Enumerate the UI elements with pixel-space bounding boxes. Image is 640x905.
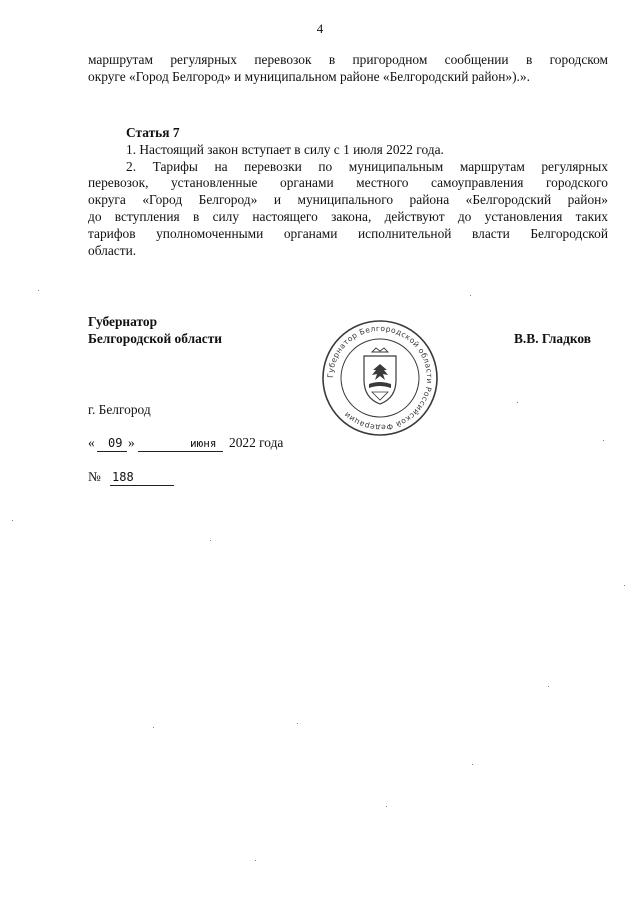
article-item-2-line-4: до вступления в силу настоящего закона, действуют до установления таких	[88, 208, 608, 224]
scan-speck	[210, 540, 211, 541]
signatory-title-line-1: Губернатор	[88, 314, 158, 329]
scan-speck	[603, 440, 604, 441]
scan-speck	[470, 295, 471, 296]
number-value: 188	[112, 470, 134, 484]
signing-date	[88, 435, 318, 455]
article-7	[88, 125, 608, 259]
article-item-2-line-6: области.	[88, 242, 137, 258]
scan-speck	[624, 585, 625, 586]
article-item-2-line-1: 2. Тарифы на перевозки по муниципальным маршрутам регулярных	[126, 158, 608, 174]
page-number: 4	[316, 21, 324, 36]
date-year: 2022 года	[229, 435, 284, 450]
scan-speck	[297, 723, 298, 724]
continuation-paragraph	[88, 52, 608, 86]
signatory-title-line-2: Белгородской области	[88, 331, 223, 346]
number-underline	[110, 485, 174, 486]
number-symbol: №	[88, 469, 101, 484]
scan-speck	[153, 727, 154, 728]
seal-ring-text: Губернатор Белгородской области Российской Федерации	[325, 323, 435, 433]
official-seal	[320, 318, 440, 438]
seal-outer-ring	[323, 321, 437, 435]
signatory-title	[88, 313, 222, 347]
date-month-underline	[138, 451, 223, 452]
scan-speck	[517, 402, 518, 403]
continuation-line-1: маршрутам регулярных перевозок в пригородном сообщении в городском	[88, 52, 608, 67]
date-open-quote: «	[88, 435, 95, 450]
date-day-underline	[97, 451, 127, 452]
article-item-2-line-2: перевозок, установленные органами местного самоуправления городского	[88, 175, 608, 191]
date-day: 09	[108, 436, 123, 450]
signatory-name: В.В. Гладков	[514, 331, 592, 346]
date-month: июня	[190, 437, 217, 450]
coat-of-arms-icon	[364, 348, 396, 404]
scan-speck	[386, 806, 387, 807]
article-heading: Статья 7	[126, 125, 180, 140]
place-of-signing: г. Белгород	[88, 402, 151, 417]
scan-speck	[548, 686, 549, 687]
continuation-line-2: округе «Город Белгород» и муниципальном районе «Белгородский район»).».	[88, 68, 530, 84]
date-close-quote: »	[128, 435, 135, 450]
article-item-2-line-3: округа «Город Белгород» и муниципального района «Белгородский район»	[88, 192, 608, 208]
scan-speck	[255, 860, 256, 861]
scan-speck	[472, 764, 473, 765]
article-item-1: 1. Настоящий закон вступает в силу с 1 июля 2022 года.	[126, 141, 444, 157]
document-number	[88, 469, 188, 489]
scan-speck	[12, 520, 13, 521]
article-item-2-line-5: тарифов уполномоченными органами исполнительной власти Белгородской	[88, 225, 608, 241]
scan-speck	[38, 290, 39, 291]
